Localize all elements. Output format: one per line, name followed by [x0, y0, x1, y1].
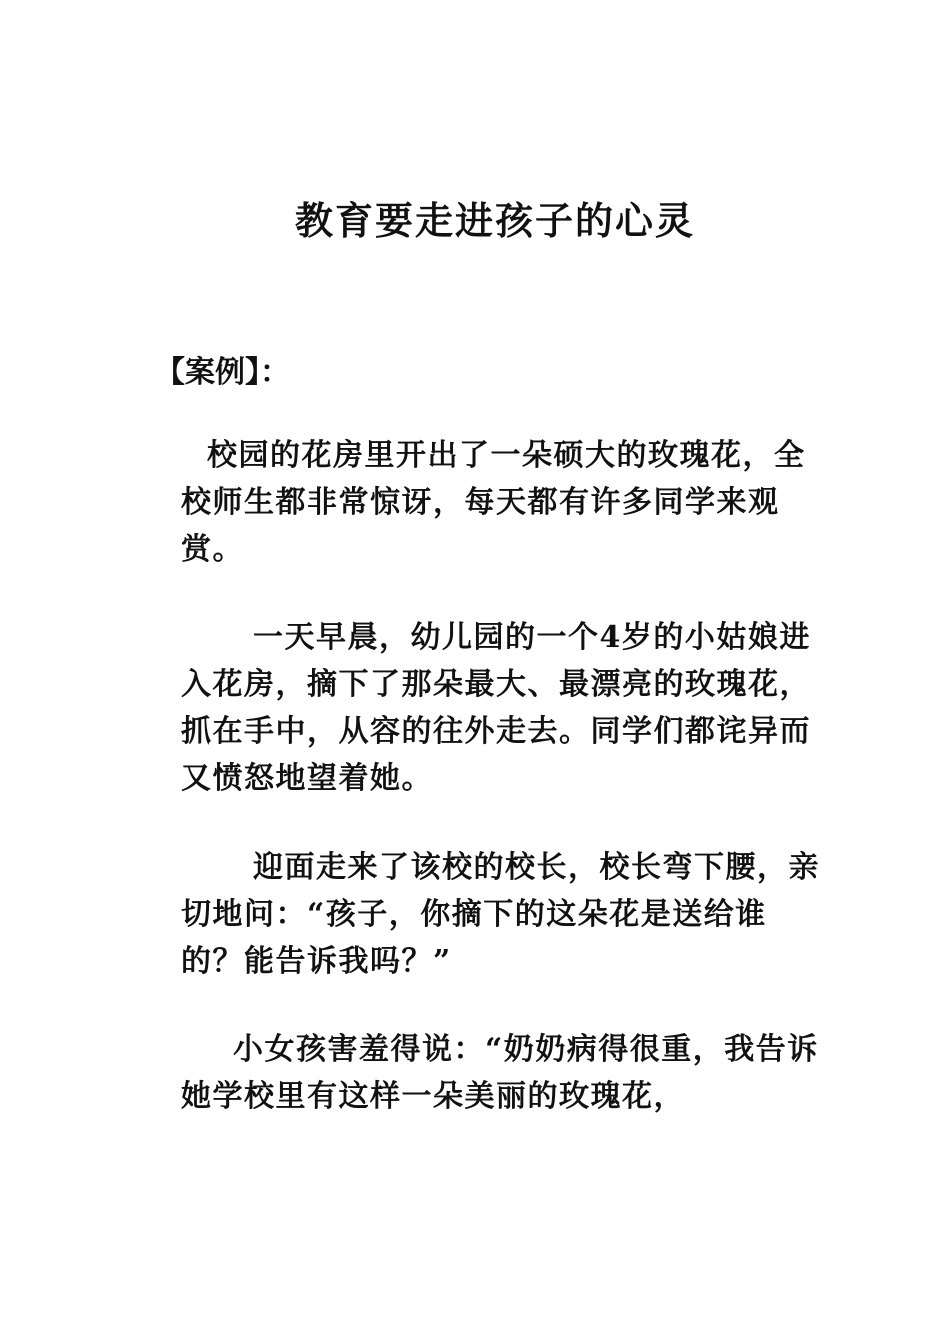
paragraph-4: 小女孩害羞得说：“奶奶病得很重，我告诉她学校里有这样一朵美丽的玫瑰花， [181, 1032, 819, 1114]
document-title: 教育要走进孩子的心灵 [294, 198, 695, 244]
case-label: 【案例】： [155, 355, 290, 390]
paragraph-1: 校园的花房里开出了一朵硕大的玫瑰花，全校师生都非常惊讶，每天都有许多同学来观赏。 [181, 438, 806, 567]
paragraph-2: 一天早晨，幼儿园的一个4岁的小姑娘进入花房，摘下了那朵最大、最漂亮的玫瑰花，抓在手中，从容的往外走去。同学们都诧异而又愤怒地望着她。 [181, 620, 811, 796]
paragraph-3: 迎面走来了该校的校长，校长弯下腰，亲切地问：“孩子，你摘下的这朵花是送给谁的？能告诉我吗？” [181, 850, 820, 979]
